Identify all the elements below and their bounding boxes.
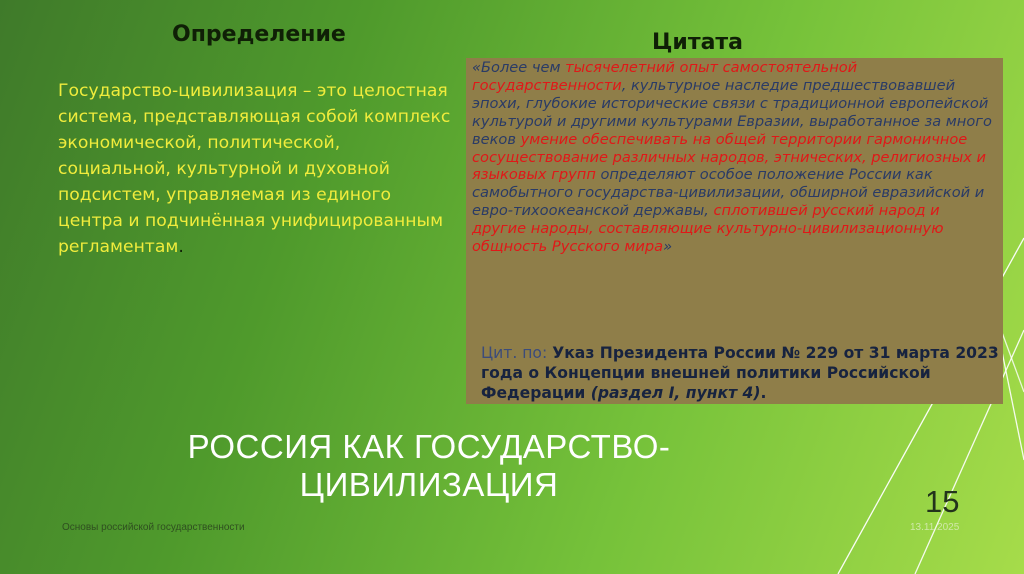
footer-date: 13.11.2025 <box>910 522 960 533</box>
quote-text <box>472 59 998 256</box>
slide-title: РОССИЯ КАК ГОСУДАРСТВО-ЦИВИЛИЗАЦИЯ <box>187 428 671 503</box>
quote-source <box>481 343 1001 403</box>
definition-body: Государство-цивилизация – это целостная система, представляющая собой комплекс экономической, политической, социальной, культурной и духовной подсистем, управляемая из единого центра и подчинённая унифицированным регламентам <box>58 81 451 257</box>
quote-segment: определяют особое положение России как самобытного государства-цивилизации, обширной евразийской и евро-тихоокеанской державы, <box>472 166 985 220</box>
definition-end-dot: . <box>178 237 184 257</box>
source-end: . <box>760 384 767 402</box>
source-prefix: Цит. по: <box>481 344 553 362</box>
quote-segment: «Более чем <box>472 59 566 76</box>
quote-segment: , культурное наследие предшествовавшей эпохи, глубокие исторические связи с традиционной европейской культурой и другими культурами Евразии, выработанное за много веков <box>472 76 992 148</box>
quote-highlight: умение обеспечивать на общей территории гармоничное сосуществование различных народов, этнических, религиозных и языковых групп <box>472 130 986 184</box>
quote-highlight: сплотившей русский народ и другие народы, составляющие культурно-цивилизационную общность Русского мира <box>472 202 944 256</box>
quote-heading: Цитата <box>652 30 744 55</box>
footer-course-name: Основы российской государственности <box>62 522 245 533</box>
source-document: Указ Президента России № 229 от 31 марта 2023 года о Концепции внешней политики Российской Федерации <box>481 344 999 402</box>
source-section: (раздел I, пункт 4) <box>585 384 761 402</box>
definition-text <box>58 78 453 260</box>
page-number: 15 <box>925 484 960 519</box>
quote-highlight: тысячелетний опыт самостоятельной государственности <box>472 59 858 94</box>
definition-heading: Определение <box>172 22 346 47</box>
quote-segment: » <box>663 238 673 256</box>
